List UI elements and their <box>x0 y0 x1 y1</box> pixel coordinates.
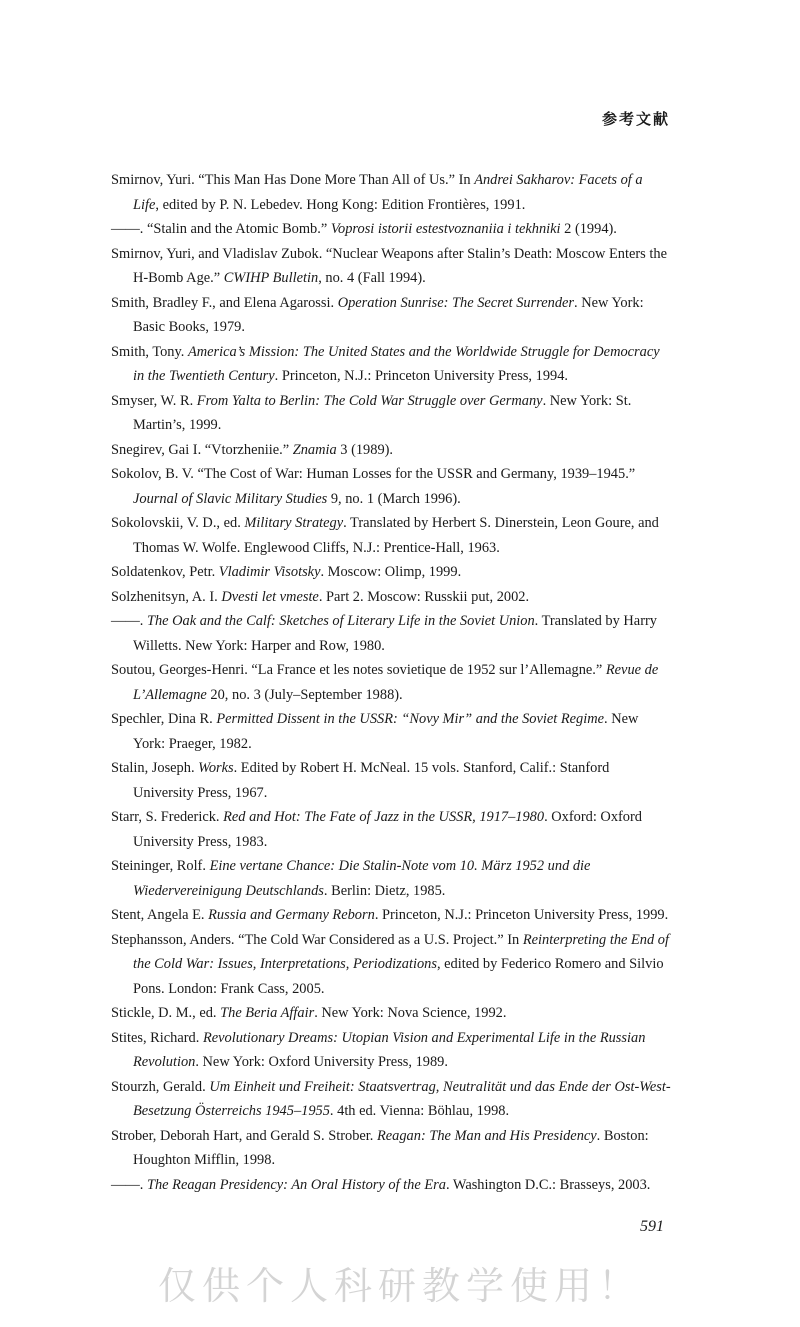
reference-publication: . New York: Oxford University Press, 1989. <box>195 1054 448 1070</box>
reference-publication: . Princeton, N.J.: Princeton University Press, 1994. <box>274 368 569 384</box>
reference-title: Reagan: The Man and His Presidency <box>376 1127 597 1144</box>
reference-text: Steininger, Rolf. <box>111 858 210 874</box>
reference-entry <box>111 1173 671 1198</box>
reference-publication: . Washington D.C.: Brasseys, 2003. <box>445 1176 651 1193</box>
reference-publication: , edited by Federico Romero and Silvio Pons. London: Frank Cass, 2005. <box>133 956 664 997</box>
reference-publication: 2 (1994). <box>560 221 617 237</box>
reference-publication: , no. 4 (Fall 1994). <box>318 270 426 286</box>
reference-entry <box>111 462 671 511</box>
reference-entry <box>111 805 671 854</box>
reference-text: ——. <box>111 613 147 629</box>
reference-publication: 3 (1989). <box>336 441 394 458</box>
reference-text: Smith, Bradley F., and Elena Agarossi. <box>111 294 338 311</box>
reference-text: Stent, Angela E. <box>111 907 209 923</box>
reference-title: Red and Hot: The Fate of Jazz in the USSR, 1917–1980 <box>223 809 545 825</box>
reference-text: Sokolov, B. V. “The Cost of War: Human Losses for the USSR and Germany, 1939–1945.” <box>111 466 636 482</box>
bibliography-list <box>111 168 671 1197</box>
reference-title: Revolutionary Dreams: Utopian Vision and Experimental Life in the Russian Revolution <box>133 1029 646 1070</box>
reference-entry <box>111 928 671 1002</box>
reference-publication: . Moscow: Olimp, 1999. <box>320 564 462 580</box>
reference-publication: . Part 2. Moscow: Russkii put, 2002. <box>318 588 530 605</box>
reference-title: Eine vertane Chance: Die Stalin-Note vom 10. März 1952 und die Wiedervereinigung Deutschlands <box>133 858 591 899</box>
reference-title: Andrei Sakharov: Facets of a Life <box>133 172 643 213</box>
running-header: 参考文献 <box>601 110 670 128</box>
reference-text: Solzhenitsyn, A. I. <box>111 588 222 605</box>
reference-text: Strober, Deborah Hart, and Gerald S. Strober. <box>111 1127 377 1144</box>
reference-title: Vladimir Visotsky <box>218 564 321 580</box>
reference-title: CWIHP Bulletin <box>223 270 319 286</box>
reference-entry <box>111 609 671 658</box>
reference-title: Works <box>198 760 234 776</box>
reference-text: ——. “Stalin and the Atomic Bomb.” <box>111 221 331 237</box>
reference-entry <box>111 217 671 242</box>
reference-publication: . New York: Nova Science, 1992. <box>314 1005 507 1021</box>
reference-entry <box>111 168 671 217</box>
reference-entry <box>111 854 671 903</box>
reference-text: Smith, Tony. <box>111 343 188 360</box>
reference-title: Revue de L’Allemagne <box>133 662 659 703</box>
reference-text: Stourzh, Gerald. <box>111 1078 210 1095</box>
reference-title: The Oak and the Calf: Sketches of Literary Life in the Soviet Union <box>146 613 535 629</box>
reference-publication: . Princeton, N.J.: Princeton University Press, 1999. <box>374 907 669 923</box>
reference-text: Stites, Richard. <box>111 1029 203 1046</box>
reference-text: Soldatenkov, Petr. <box>111 564 219 580</box>
reference-entry <box>111 1001 671 1026</box>
reference-text: Stephansson, Anders. “The Cold War Considered as a U.S. Project.” In <box>111 931 523 948</box>
reference-text: Smirnov, Yuri, and Vladislav Zubok. “Nuclear Weapons after Stalin’s Death: Moscow Enters the H-Bomb Age.” <box>111 245 667 286</box>
reference-text: Snegirev, Gai I. “Vtorzheniie.” <box>111 441 293 458</box>
reference-entry <box>111 1124 671 1173</box>
reference-title: From Yalta to Berlin: The Cold War Struggle over Germany <box>196 392 543 409</box>
reference-text: Soutou, Georges-Henri. “La France et les notes sovietique de 1952 sur l’Allemagne.” <box>111 662 606 678</box>
reference-text: Stalin, Joseph. <box>111 760 199 776</box>
reference-entry <box>111 389 671 438</box>
watermark-text: 仅供个人科研教学使用！ <box>157 1264 642 1308</box>
reference-title: Reinterpreting the End of the Cold War: Issues, Interpretations, Periodizations <box>133 931 669 972</box>
reference-title: Military Strategy <box>244 515 344 531</box>
reference-entry <box>111 291 671 340</box>
reference-entry <box>111 511 671 560</box>
reference-text: Smirnov, Yuri. “This Man Has Done More Than All of Us.” In <box>111 172 475 188</box>
reference-title: The Beria Affair <box>220 1005 315 1021</box>
reference-title: The Reagan Presidency: An Oral History of the Era <box>146 1176 446 1193</box>
reference-publication: 9, no. 1 (March 1996). <box>327 490 461 507</box>
reference-entry <box>111 560 671 585</box>
reference-entry <box>111 585 671 610</box>
reference-publication: , edited by P. N. Lebedev. Hong Kong: Edition Frontières, 1991. <box>155 196 526 213</box>
reference-title: Operation Sunrise: The Secret Surrender <box>337 294 575 311</box>
reference-title: America’s Mission: The United States and the Worldwide Struggle for Democracy in the Twentieth Century <box>133 343 660 384</box>
reference-entry <box>111 242 671 291</box>
reference-entry <box>111 756 671 805</box>
reference-entry <box>111 438 671 463</box>
reference-publication: . New York: St. Martin’s, 1999. <box>133 392 632 433</box>
reference-text: Starr, S. Frederick. <box>111 809 224 825</box>
reference-publication: . Berlin: Dietz, 1985. <box>323 882 446 899</box>
reference-publication: . New York: Praeger, 1982. <box>133 711 639 752</box>
reference-title: Um Einheit und Freiheit: Staatsvertrag, Neutralität und das Ende der Ost-West-Besetzung Österreichs 1945–1955 <box>133 1078 671 1119</box>
reference-entry <box>111 1026 671 1075</box>
reference-title: Znamia <box>292 441 337 458</box>
reference-text: Smyser, W. R. <box>111 392 197 409</box>
reference-publication: . Translated by Harry Willetts. New York: Harper and Row, 1980. <box>133 613 657 654</box>
reference-title: Russia and Germany Reborn <box>208 907 375 923</box>
reference-title: Journal of Slavic Military Studies <box>133 490 328 507</box>
reference-publication: . Edited by Robert H. McNeal. 15 vols. Stanford, Calif.: Stanford University Press, 1967. <box>133 760 610 801</box>
reference-entry <box>111 903 671 928</box>
reference-text: Sokolovskii, V. D., ed. <box>111 515 245 531</box>
reference-publication: . New York: Basic Books, 1979. <box>133 294 644 335</box>
page-number: 591 <box>640 1218 664 1235</box>
reference-title: Voprosi istorii estestvoznaniia i tekhniki <box>330 221 561 237</box>
reference-entry <box>111 340 671 389</box>
reference-title: Permitted Dissent in the USSR: “Novy Mir” and the Soviet Regime <box>216 711 605 727</box>
reference-entry <box>111 707 671 756</box>
reference-publication: 20, no. 3 (July–September 1988). <box>206 686 403 703</box>
reference-publication: . 4th ed. Vienna: Böhlau, 1998. <box>329 1103 510 1119</box>
reference-text: Spechler, Dina R. <box>111 711 217 727</box>
reference-entry <box>111 658 671 707</box>
reference-publication: . Oxford: Oxford University Press, 1983. <box>133 809 642 850</box>
reference-publication: . Translated by Herbert S. Dinerstein, Leon Goure, and Thomas W. Wolfe. Englewood Cliffs, N.J.: Prentice-Hall, 1963. <box>133 515 659 556</box>
reference-text: ——. <box>111 1176 147 1193</box>
reference-text: Stickle, D. M., ed. <box>111 1005 221 1021</box>
reference-title: Dvesti let vmeste <box>221 588 319 605</box>
reference-entry <box>111 1075 671 1124</box>
reference-publication: . Boston: Houghton Mifflin, 1998. <box>133 1127 649 1168</box>
